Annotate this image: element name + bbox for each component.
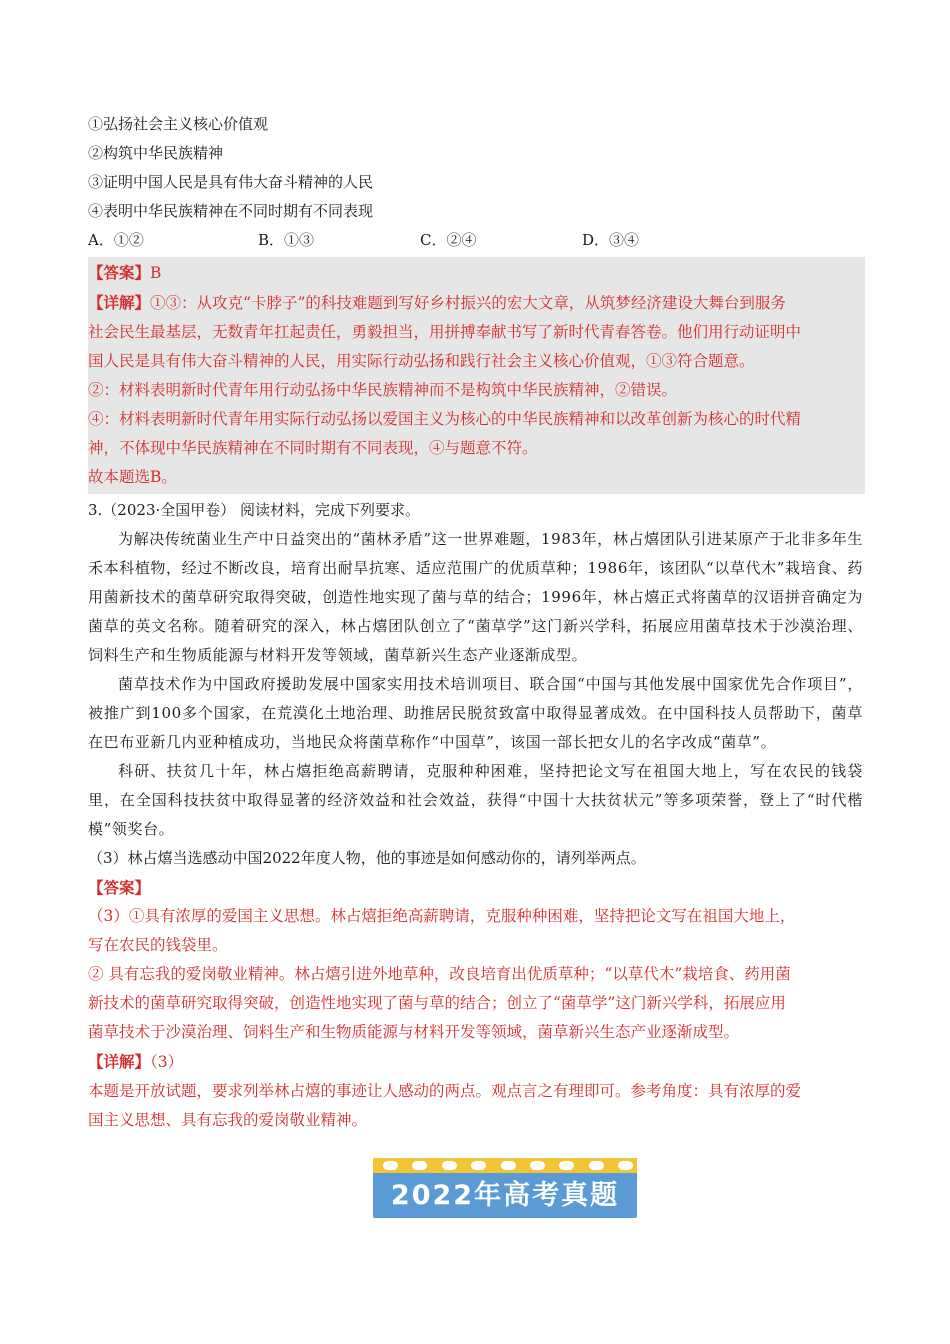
choice-item-3: ③证明中国人民是具有伟大奋斗精神的人民 bbox=[88, 173, 374, 191]
choice-item-4: ④表明中华民族精神在不同时期有不同表现 bbox=[88, 202, 374, 220]
material-paragraph-2: 菌草技术作为中国政府援助发展中国家实用技术培训项目、联合国“中国与其他发展中国家优先合作项目”，被推广到100多个国家，在荒漠化土地治理、助推居民脱贫致富中取得显著成效。在中国科技人员帮助下，菌草在巴布亚新几内亚种植成功，当地民众将菌草称作“中国草”，该国一部长把女儿的名字改成“菌草”。 bbox=[88, 675, 863, 751]
q2-detail-line-2: 社会民生最基层，无数青年扛起责任，勇毅担当，用拼搏奉献书写了新时代青春答卷。他们用行动证明中 bbox=[88, 323, 802, 341]
answer-label: 【答案】 bbox=[88, 263, 151, 282]
q2-detail-line-6: 神，不体现中华民族精神在不同时期有不同表现，④与题意不符。 bbox=[88, 439, 538, 457]
ring-hole-icon bbox=[530, 1161, 545, 1170]
option-a: A．①② bbox=[88, 231, 144, 249]
material-paragraph-1: 为解决传统菌业生产中日益突出的“菌林矛盾”这一世界难题，1983年，林占熺团队引进某原产于北非多年生禾本科植物，经过不断改良，培育出耐旱抗寒、适应范围广的优质草种；1986年，该团队“以草代木”栽培食、药用菌新技术的菌草研究取得突破，创造性地实现了菌与草的结合；1996年，林占熺正式将菌草的汉语拼音确定为菌草的英文名称。随着研究的深入，林占熺团队创立了“菌草学”这门新兴学科，拓展应用菌草技术于沙漠治理、饲料生产和生物质能源与材料开发等领域，菌草新兴生态产业逐渐成型。 bbox=[88, 530, 863, 664]
choice-list bbox=[88, 110, 863, 226]
q3-answer-line-1: （3）①具有浓厚的爱国主义思想。林占熺拒绝高薪聘请，克服种种困难，坚持把论文写在祖国大地上， bbox=[88, 907, 796, 925]
q2-conclusion: 故本题选B。 bbox=[88, 468, 177, 486]
ring-hole-icon bbox=[471, 1161, 486, 1170]
ring-hole-icon bbox=[412, 1161, 427, 1170]
option-b: B．①③ bbox=[258, 231, 315, 249]
detail-label: 【详解】 bbox=[88, 293, 151, 312]
q2-answer-line bbox=[88, 258, 865, 288]
banner-binding-strip bbox=[373, 1158, 637, 1173]
sub-question-3: （3）林占熺当选感动中国2022年度人物，他的事迹是如何感动你的，请列举两点。 bbox=[88, 849, 646, 867]
q3-answer-line-4: 新技术的菌草研究取得突破，创造性地实现了菌与草的结合；创立了“菌草学”这门新兴学科，拓展应用 bbox=[88, 994, 786, 1012]
document-page bbox=[88, 110, 863, 1135]
q3-detail-header bbox=[88, 1047, 863, 1077]
answer-value: B bbox=[150, 264, 162, 282]
q3-detail-num: （3） bbox=[150, 1053, 184, 1071]
q3-detail-line-1: 本题是开放试题，要求列举林占熺的事迹让人感动的两点。观点言之有理即可。参考角度：具有浓厚的爱 bbox=[88, 1082, 802, 1100]
q3-detail-label: 【详解】 bbox=[88, 1052, 151, 1071]
detail-text: ①③：从攻克“卡脖子”的科技难题到写好乡村振兴的宏大文章，从筑梦经济建设大舞台到服务 bbox=[150, 294, 786, 312]
choice-item-2: ②构筑中华民族精神 bbox=[88, 144, 224, 162]
q2-detail-line-3: 国人民是具有伟大奋斗精神的人民，用实际行动弘扬和践行社会主义核心价值观，①③符合题意。 bbox=[88, 352, 755, 370]
ring-hole-icon bbox=[618, 1161, 633, 1170]
ring-hole-icon bbox=[442, 1161, 457, 1170]
banner-ring-holes bbox=[383, 1161, 633, 1170]
q3-answer-line-3: ② 具有忘我的爱岗敬业精神。林占熺引进外地草种，改良培育出优质草种；“以草代木”栽培食、药用菌 bbox=[88, 965, 791, 983]
option-c: C．②④ bbox=[420, 231, 477, 249]
ring-hole-icon bbox=[559, 1161, 574, 1170]
q3-answer-line-2: 写在农民的钱袋里。 bbox=[88, 936, 228, 954]
option-d: D．③④ bbox=[582, 231, 640, 249]
question-3-title: 3.（2023·全国甲卷） 阅读材料，完成下列要求。 bbox=[88, 501, 421, 519]
ring-hole-icon bbox=[383, 1161, 398, 1170]
ring-hole-icon bbox=[589, 1161, 604, 1170]
choice-item-1: ①弘扬社会主义核心价值观 bbox=[88, 115, 269, 133]
q2-answer-box bbox=[88, 257, 865, 494]
material-paragraph-3: 科研、扶贫几十年，林占熺拒绝高薪聘请，克服种种困难，坚持把论文写在祖国大地上，写在农民的钱袋里，在全国科技扶贫中取得显著的经济效益和社会效益，获得“中国十大扶贫状元”等多项荣誉，登上了“时代楷模”领奖台。 bbox=[88, 762, 863, 838]
q2-detail-line-1 bbox=[88, 288, 865, 318]
ring-hole-icon bbox=[501, 1161, 516, 1170]
section-banner bbox=[373, 1158, 637, 1218]
answer-options bbox=[88, 226, 863, 255]
q2-detail-line-5: ④：材料表明新时代青年用实际行动弘扬以爱国主义为核心的中华民族精神和以改革创新为核心的时代精 bbox=[88, 410, 802, 428]
banner-title: 2022年高考真题 bbox=[390, 1180, 620, 1211]
q3-answer-label: 【答案】 bbox=[88, 878, 151, 897]
q3-answer-line-5: 菌草技术于沙漠治理、饲料生产和生物质能源与材料开发等领域，菌草新兴生态产业逐渐成型。 bbox=[88, 1023, 740, 1041]
q3-detail-line-2: 国主义思想、具有忘我的爱岗敬业精神。 bbox=[88, 1111, 368, 1129]
q2-detail-line-4: ②：材料表明新时代青年用行动弘扬中华民族精神而不是构筑中华民族精神，②错误。 bbox=[88, 381, 678, 399]
q3-answer-block bbox=[88, 902, 863, 1047]
